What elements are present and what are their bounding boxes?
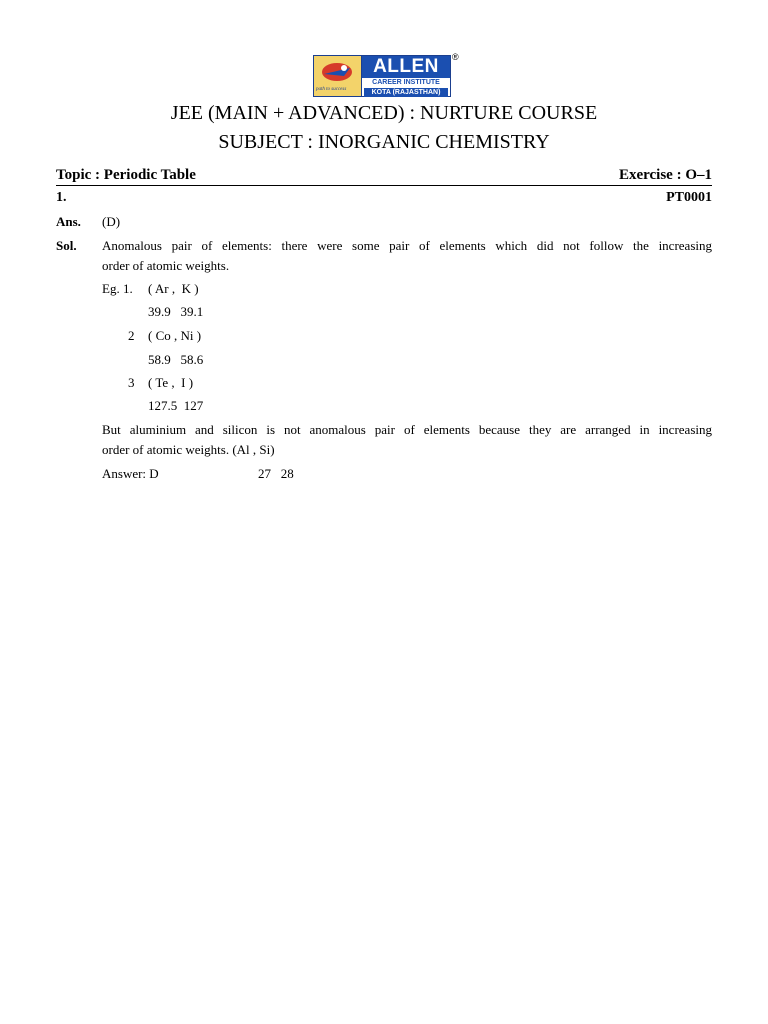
conclusion-line-2: order of atomic weights. (Al , Si) (102, 442, 275, 457)
logo-location: KOTA (RAJASTHAN) (364, 88, 448, 97)
logo-subtitle: CAREER INSTITUTE (372, 79, 440, 86)
final-weights: 27 28 (258, 466, 294, 481)
solution-label: Sol. (56, 238, 77, 253)
example-3-prefix: 3 (128, 375, 135, 390)
divider (56, 185, 712, 186)
solution-intro-line-2: order of atomic weights. (102, 258, 230, 273)
answer-label: Ans. (56, 214, 81, 229)
logo-tagline: path to success (316, 87, 347, 92)
example-2-pair: ( Co , Ni ) (148, 328, 202, 343)
example-1-weights: 39.9 39.1 (148, 304, 204, 319)
logo-emblem-icon (314, 56, 362, 96)
example-3-pair: ( Te , I ) (148, 375, 194, 390)
course-title: JEE (MAIN + ADVANCED) : NURTURE COURSE (170, 102, 598, 124)
example-1-pair: ( Ar , K ) (148, 281, 199, 296)
exercise-value: : O–1 (672, 167, 712, 183)
exercise-label: Exercise (618, 167, 673, 183)
question-code: PT0001 (666, 190, 712, 205)
subject-title: SUBJECT : INORGANIC CHEMISTRY (218, 131, 550, 153)
example-3-weights: 127.5 127 (148, 398, 204, 413)
registered-mark: ® (452, 52, 459, 62)
conclusion-line-1: But aluminium and silicon is not anomalous pair of elements because they are arranged in increasing (102, 422, 712, 437)
topic (56, 166, 196, 184)
example-2-prefix: 2 (128, 328, 135, 343)
final-answer: Answer: D (102, 466, 159, 481)
answer-value: (D) (102, 214, 121, 229)
logo-name: ALLEN (362, 56, 450, 78)
topic-value: : Periodic Table (91, 167, 196, 183)
topic-label: Topic (56, 167, 92, 183)
solution-intro-line-1: Anomalous pair of elements: there were some pair of elements which did not follow the increasing (102, 238, 712, 253)
topic-row (56, 166, 712, 186)
allen-logo (313, 55, 451, 97)
example-1-prefix: Eg. 1. (102, 281, 133, 296)
question-number: 1. (56, 190, 67, 205)
example-2-weights: 58.9 58.6 (148, 352, 204, 367)
exercise (619, 166, 712, 184)
